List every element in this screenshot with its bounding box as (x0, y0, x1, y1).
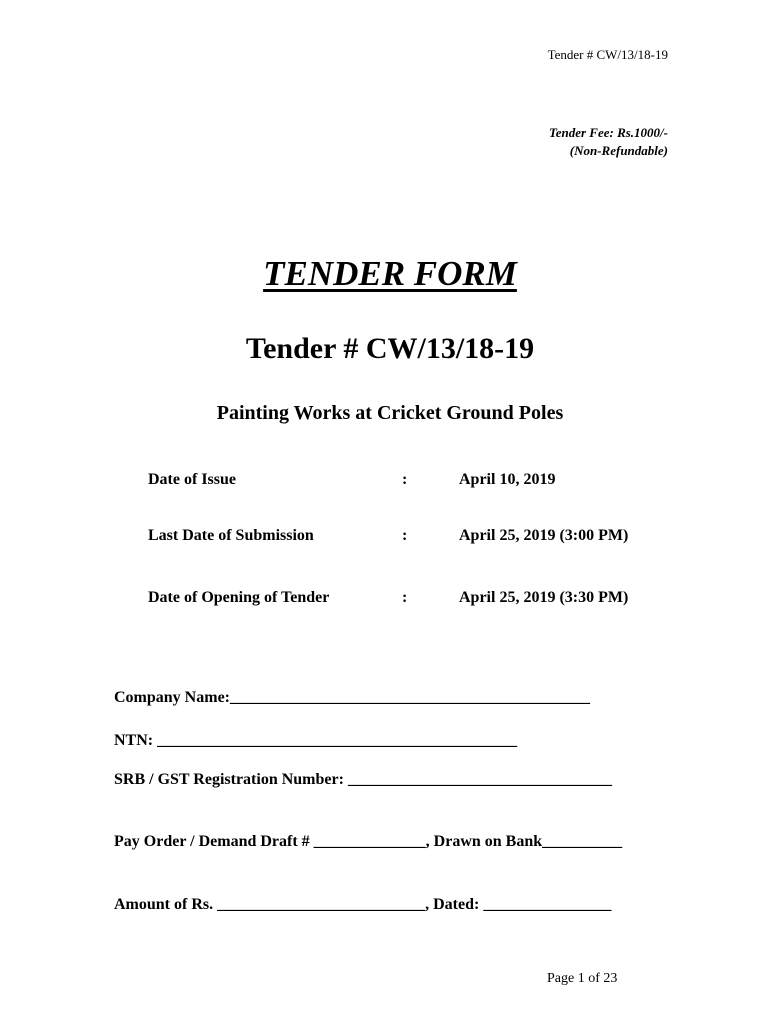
tender-number: Tender # CW/13/18-19 (245, 332, 535, 365)
ntn-field: NTN: _____________________________________________ (114, 732, 518, 749)
schedule-colon: : (402, 589, 408, 606)
schedule-colon: : (402, 527, 408, 544)
schedule-label: Date of Issue (148, 471, 236, 488)
pay-order-field: Pay Order / Demand Draft # ______________, Drawn on Bank__________ (114, 833, 623, 850)
schedule-colon: : (402, 471, 408, 488)
company-name-field: Company Name:_____________________________________________ (114, 689, 590, 706)
srb-gst-field: SRB / GST Registration Number: _________________________________ (114, 771, 612, 788)
schedule-label: Date of Opening of Tender (148, 589, 330, 606)
page-title: TENDER FORM (263, 254, 517, 293)
tender-subject: Painting Works at Cricket Ground Poles (216, 402, 564, 424)
schedule-value: April 25, 2019 (3:30 PM) (459, 589, 629, 606)
tender-fee (549, 124, 668, 160)
schedule-label: Last Date of Submission (148, 527, 314, 544)
tender-fee-amount: Tender Fee: Rs.1000/- (548, 125, 668, 140)
schedule-value: April 25, 2019 (3:00 PM) (459, 527, 629, 544)
page-number: Page 1 of 23 (547, 971, 618, 986)
header-reference: Tender # CW/13/18-19 (547, 47, 668, 62)
schedule-value: April 10, 2019 (459, 471, 556, 488)
tender-fee-note: (Non-Refundable) (569, 143, 668, 158)
amount-field: Amount of Rs. __________________________, Dated: ________________ (114, 896, 612, 913)
